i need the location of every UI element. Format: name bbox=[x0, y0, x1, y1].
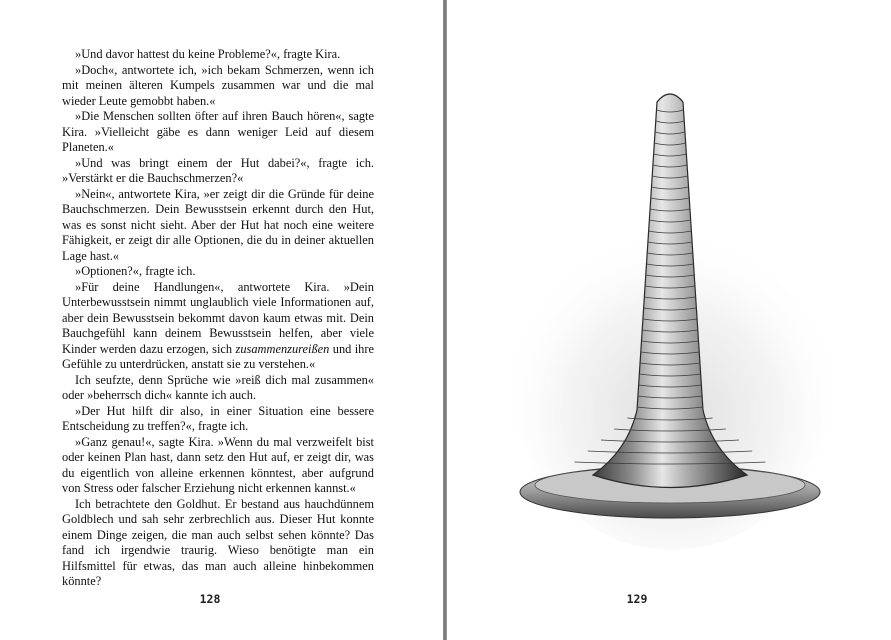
paragraph-8: Ich seufzte, denn Sprüche wie »reiß dich mal zusammen« oder »beherrsch dich« kannte ich auch. bbox=[62, 372, 374, 402]
page-number-right: 129 bbox=[626, 592, 648, 606]
left-page bbox=[0, 0, 443, 640]
paragraph-3: »Die Menschen sollten öfter auf ihren Bauch hören«, sagte Kira. »Vielleicht gäbe es dann weniger Leid auf diesem Planeten.« bbox=[62, 109, 374, 154]
page-number-left: 128 bbox=[199, 592, 221, 606]
paragraph-7-before: »Für deine Handlungen«, antwortete Kira. »Dein Unterbewusstsein nimmt unglaublich viele Informationen auf, aber dein Bewusstsein bekommt davon kaum etwas mit. Dein Bauchgefühl kann deinem Bewusstsein helfen, aber viele Kinder werden dazu erzogen, sich bbox=[62, 279, 374, 356]
golden-hat-illustration bbox=[507, 80, 837, 550]
paragraph-7 bbox=[62, 280, 374, 373]
paragraph-7-italic: zusammenzureißen bbox=[235, 341, 330, 356]
paragraph-5: »Nein«, antwortete Kira, »er zeigt dir die Gründe für deine Bauchschmerzen. Dein Bewusstsein erkennt durch den Hut, was es sonst nicht sieht. Aber der Hut hat noch eine weitere Fähigkeit, er zeigt dir alle Optionen, die du in deiner aktuellen Lage hast.« bbox=[62, 186, 374, 263]
paragraph-11: Ich betrachtete den Goldhut. Er bestand aus hauchdünnem Goldblech und sah sehr zerbrechlich aus. Dieser Hut konnte einem Dinge zeigen, die man auch selbst sehen könnte? Das fand ich irgendwie traurig. Wieso benötigte man ein Hilfsmittel für etwas, das man auch alleine hinbekommen könnte? bbox=[62, 496, 374, 588]
paragraph-7-after: und ihre Gefühle zu unterdrücken, anstatt sie zu verstehen.« bbox=[62, 341, 374, 371]
paragraph-1: »Und davor hattest du keine Probleme?«, fragte Kira. bbox=[75, 47, 341, 61]
paragraph-4: »Und was bringt einem der Hut dabei?«, fragte ich. »Verstärkt er die Bauchschmerzen?« bbox=[62, 155, 374, 185]
paragraph-2: »Doch«, antwortete ich, »ich bekam Schmerzen, wenn ich mit meinen älteren Kumpels zusammen war und die mal wieder Leute gemobbt haben.« bbox=[62, 62, 374, 108]
paragraph-6: »Optionen?«, fragte ich. bbox=[75, 264, 196, 278]
paragraph-10: »Ganz genau!«, sagte Kira. »Wenn du mal verzweifelt bist oder keinen Plan hast, dann setz den Hut auf, er zeigt dir, was du eigentlich von alleine erkennen könntest, aber aufgrund von Stress oder falscher Erziehung nicht erkennen kannst.« bbox=[62, 434, 374, 495]
paragraph-9: »Der Hut hilft dir also, in einer Situation eine bessere Entscheidung zu treffen?«, fragte ich. bbox=[62, 403, 374, 433]
right-page bbox=[447, 0, 891, 640]
body-text bbox=[62, 47, 374, 590]
